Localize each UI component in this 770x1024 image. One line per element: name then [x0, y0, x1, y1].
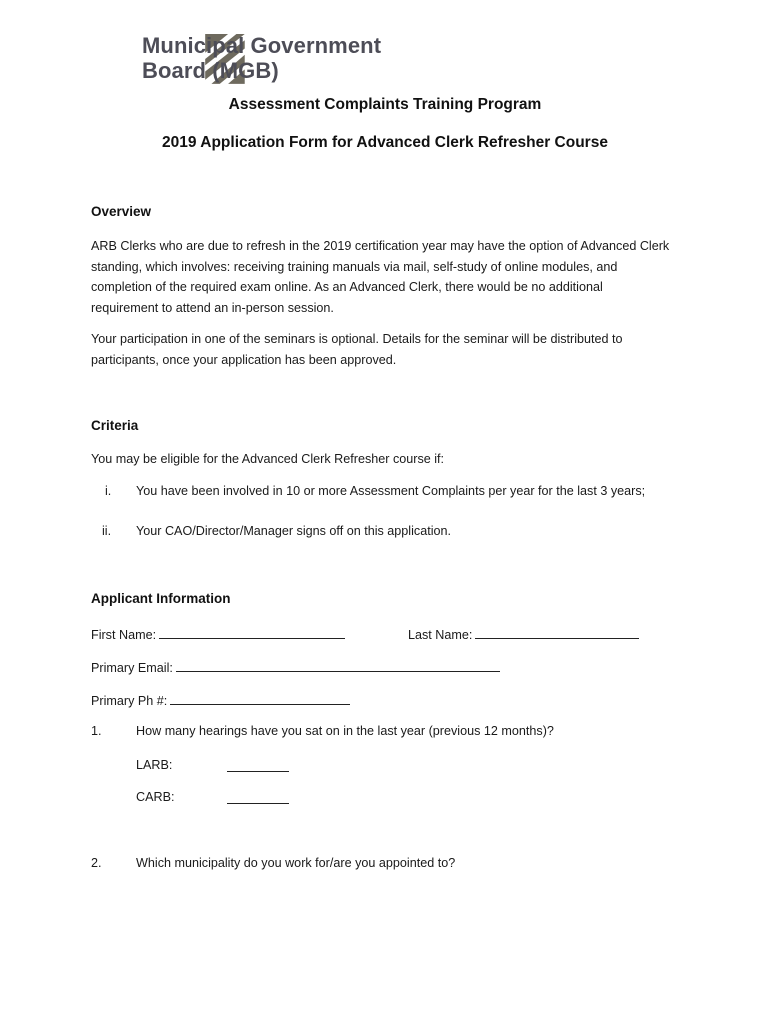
criteria-intro: You may be eligible for the Advanced Clerk Refresher course if: — [91, 452, 445, 466]
form-title: Assessment Complaints Training Program — [228, 96, 542, 113]
last-name-label: Last Name: — [408, 628, 473, 642]
first-name-field[interactable] — [91, 625, 345, 642]
email-field[interactable] — [91, 658, 500, 675]
phone-blank[interactable] — [170, 691, 350, 705]
question-2-text: Which municipality do you work for/are you appointed to? — [136, 856, 456, 870]
criteria-item-text: Your CAO/Director/Manager signs off on this application. — [136, 524, 452, 538]
larb-field[interactable] — [227, 758, 289, 775]
carb-label: CARB: — [136, 790, 175, 804]
overview-p1-line: completion of the required exam online. As an Advanced Clerk, there would be no additional — [91, 280, 603, 294]
overview-p2-line: Your participation in one of the seminars is optional. Details for the seminar will be distributed to — [91, 332, 623, 346]
question-number: 1. — [91, 724, 102, 738]
phone-field[interactable] — [91, 691, 350, 708]
overview-p1-line: ARB Clerks who are due to refresh in the 2019 certification year may have the option of Advanced Clerk — [91, 239, 670, 253]
overview-p1-line: requirement to attend an in-person session. — [91, 300, 334, 315]
criteria-heading: Criteria — [91, 418, 139, 433]
question-number: 2. — [91, 856, 102, 870]
first-name-label: First Name: — [91, 628, 157, 642]
email-label: Primary Email: — [91, 661, 173, 675]
phone-label: Primary Ph #: — [91, 694, 168, 708]
overview-heading: Overview — [91, 204, 152, 219]
applicant-info-heading: Applicant Information — [91, 591, 231, 606]
criteria-item-text: You have been involved in 10 or more Assessment Complaints per year for the last 3 years; — [136, 484, 646, 498]
question-1-text: How many hearings have you sat on in the last year (previous 12 months)? — [136, 724, 554, 738]
overview-paragraph-1 — [91, 236, 691, 318]
larb-label: LARB: — [136, 758, 173, 772]
overview-paragraph-2 — [91, 329, 691, 370]
email-blank[interactable] — [176, 658, 500, 672]
logo-name-line2: Board (MGB) — [142, 58, 279, 83]
last-name-field[interactable] — [408, 625, 639, 642]
criteria-item-number: i. — [105, 484, 112, 498]
overview-p2-line: participants, once your application has been approved. — [91, 352, 397, 367]
carb-blank[interactable] — [227, 790, 289, 804]
larb-blank[interactable] — [227, 758, 289, 772]
overview-p1-line: standing, which involves: receiving training manuals via mail, self-study of online modules, and — [91, 259, 618, 274]
form-subtitle: 2019 Application Form for Advanced Clerk Refresher Course — [162, 134, 608, 151]
last-name-blank[interactable] — [475, 625, 639, 639]
criteria-item-number: ii. — [102, 524, 112, 538]
carb-field[interactable] — [227, 790, 289, 807]
first-name-blank[interactable] — [159, 625, 345, 639]
logo-name-line1: Municipal Government — [142, 33, 382, 58]
